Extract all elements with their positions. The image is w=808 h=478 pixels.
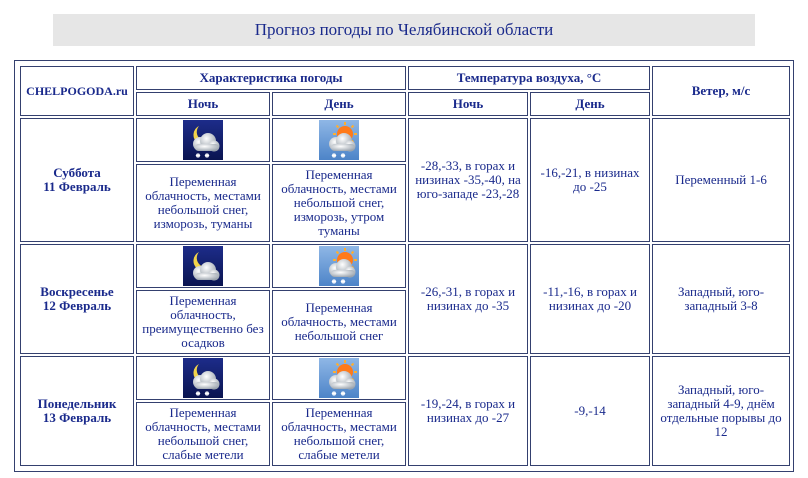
day-icon-cell — [272, 118, 406, 162]
night-desc: Переменная облачность, местами небольшой снег, изморозь, туманы — [136, 164, 270, 242]
date: 13 Февраль — [42, 410, 112, 425]
night-cloudy-icon — [183, 246, 223, 286]
temp-day: -11,-16, в горах и низинах до -20 — [530, 244, 650, 354]
night-cloud-snow-icon — [183, 120, 223, 160]
date: 11 Февраль — [43, 179, 111, 194]
wind: Западный, юго-западный 4-9, днём отдельные порывы до 12 — [652, 356, 790, 466]
page-title: Прогноз погоды по Челябинской области — [53, 14, 755, 46]
weekday: Воскресенье — [40, 284, 114, 299]
day-cloud-snow-icon — [319, 246, 359, 286]
wind-header: Ветер, м/с — [652, 66, 790, 116]
day-desc: Переменная облачность, местами небольшой снег — [272, 290, 406, 354]
temp-night: -26,-31, в горах и низинах до -35 — [408, 244, 528, 354]
brand-cell — [20, 66, 134, 116]
temp-night: -28,-33, в горах и низинах -35,-40, на юго-западе -23,-28 — [408, 118, 528, 242]
night-desc: Переменная облачность, преимущественно без осадков — [136, 290, 270, 354]
night-icon-cell — [136, 356, 270, 400]
temp-day: -16,-21, в низинах до -25 — [530, 118, 650, 242]
weekday: Суббота — [53, 165, 101, 180]
day-cloud-snow-icon — [319, 358, 359, 398]
day-cloud-snow-icon — [319, 120, 359, 160]
weather-char-header: Характеристика погоды — [136, 66, 406, 90]
night-icon-cell — [136, 118, 270, 162]
wind: Переменный 1-6 — [652, 118, 790, 242]
day-desc: Переменная облачность, местами небольшой снег, слабые метели — [272, 402, 406, 466]
day-cell — [20, 356, 134, 466]
temp-day: -9,-14 — [530, 356, 650, 466]
day-header: День — [272, 92, 406, 116]
night-icon-cell — [136, 244, 270, 288]
day-icon-cell — [272, 244, 406, 288]
weekday: Понедельник — [37, 396, 117, 411]
temp-night-header: Ночь — [408, 92, 528, 116]
forecast-table — [18, 64, 792, 468]
date: 12 Февраль — [42, 298, 112, 313]
day-desc: Переменная облачность, местами небольшой снег, изморозь, утром туманы — [272, 164, 406, 242]
temp-night: -19,-24, в горах и низинах до -27 — [408, 356, 528, 466]
day-cell — [20, 244, 134, 354]
day-icon-cell — [272, 356, 406, 400]
brand-label: CHELPOGODA.ru — [26, 84, 128, 98]
wind: Западный, юго-западный 3-8 — [652, 244, 790, 354]
night-header: Ночь — [136, 92, 270, 116]
day-cell — [20, 118, 134, 242]
temp-day-header: День — [530, 92, 650, 116]
forecast-frame — [14, 60, 794, 472]
night-desc: Переменная облачность, местами небольшой снег, слабые метели — [136, 402, 270, 466]
temperature-header: Температура воздуха, °С — [408, 66, 650, 90]
night-cloud-snow-icon — [183, 358, 223, 398]
